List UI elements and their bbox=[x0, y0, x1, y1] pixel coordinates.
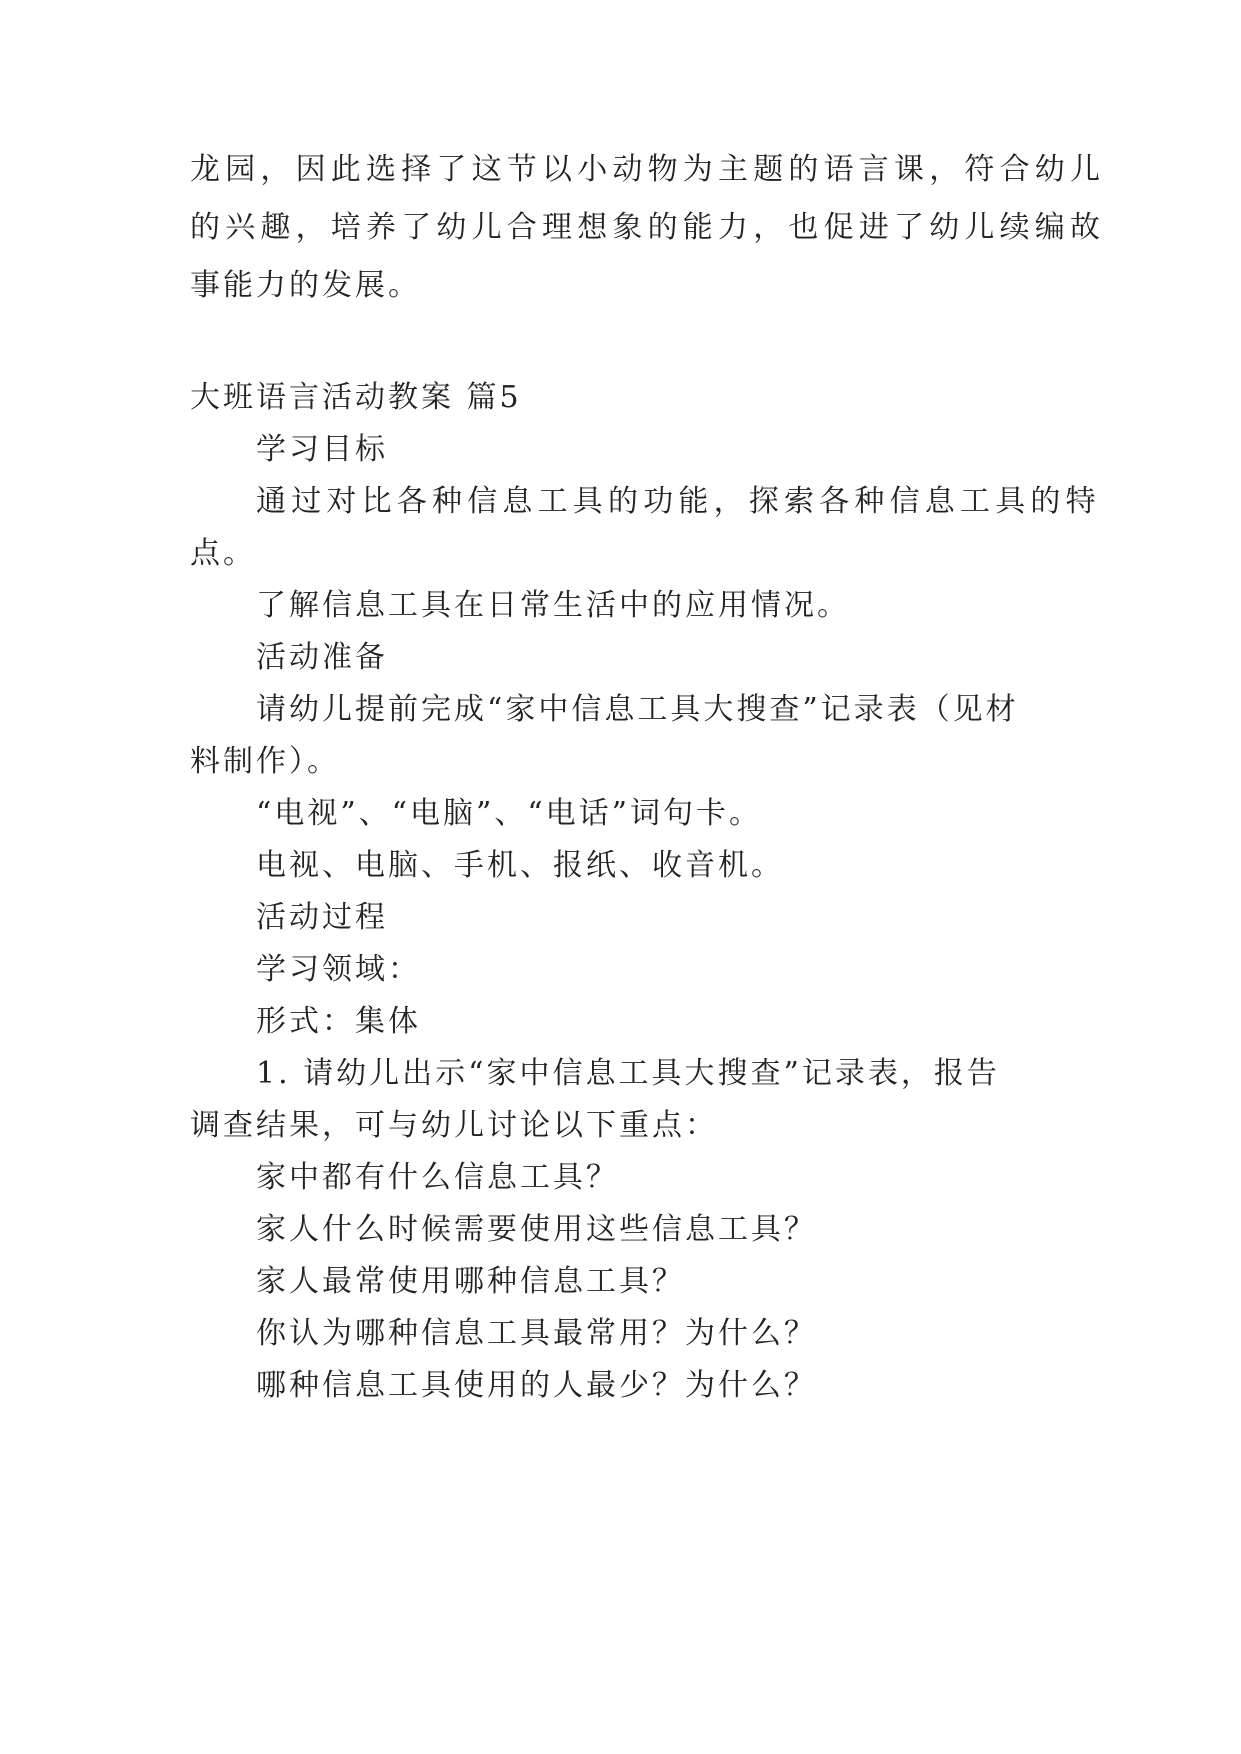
goal-2: 了解信息工具在日常生活中的应用情况。 bbox=[256, 588, 850, 623]
intro-line-1: 龙园，因此选择了这节以小动物为主题的语言课，符合幼儿 bbox=[190, 152, 1106, 187]
step-1-line-2: 调查结果，可与幼儿讨论以下重点： bbox=[190, 1108, 718, 1143]
question-4: 你认为哪种信息工具最常用？为什么？ bbox=[256, 1316, 817, 1351]
prep-heading: 活动准备 bbox=[256, 640, 388, 675]
section-title: 大班语言活动教案 篇5 bbox=[190, 380, 522, 415]
step-1-line-1: 1. 请幼儿出示“家中信息工具大搜查”记录表，报告 bbox=[256, 1056, 1000, 1091]
prep-3: 电视、电脑、手机、报纸、收音机。 bbox=[256, 848, 784, 883]
goal-1-line-2: 点。 bbox=[190, 536, 256, 571]
goal-1-line-1: 通过对比各种信息工具的功能，探索各种信息工具的特 bbox=[256, 484, 1101, 519]
form-label: 形式：集体 bbox=[256, 1004, 421, 1039]
question-2: 家人什么时候需要使用这些信息工具？ bbox=[256, 1212, 817, 1247]
domain-label: 学习领域： bbox=[256, 952, 421, 987]
prep-1-line-1: 请幼儿提前完成“家中信息工具大搜查”记录表（见材 bbox=[256, 692, 1019, 727]
question-1: 家中都有什么信息工具？ bbox=[256, 1160, 619, 1195]
intro-line-2: 的兴趣，培养了幼儿合理想象的能力，也促进了幼儿续编故 bbox=[190, 210, 1106, 245]
question-5: 哪种信息工具使用的人最少？为什么？ bbox=[256, 1368, 817, 1403]
process-heading: 活动过程 bbox=[256, 900, 388, 935]
goal-heading: 学习目标 bbox=[256, 432, 388, 467]
intro-line-3: 事能力的发展。 bbox=[190, 268, 421, 303]
prep-2: “电视”、“电脑”、“电话”词句卡。 bbox=[256, 796, 763, 831]
question-3: 家人最常使用哪种信息工具？ bbox=[256, 1264, 685, 1299]
prep-1-line-2: 料制作）。 bbox=[190, 744, 340, 779]
